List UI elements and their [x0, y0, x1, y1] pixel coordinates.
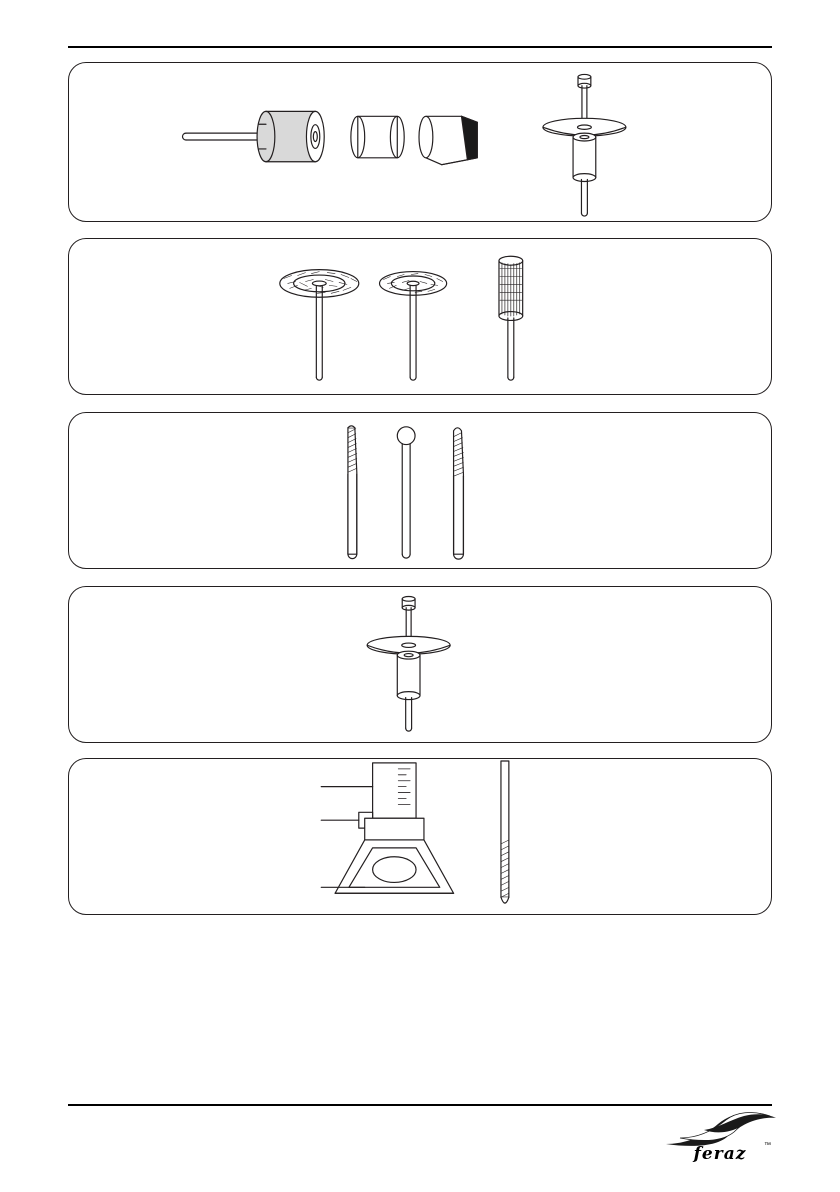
header-rule: [68, 46, 772, 48]
mandrel-with-sanding-drum: [183, 111, 325, 161]
sanding-band-open: [419, 116, 477, 164]
accessory-row-5: [68, 758, 772, 915]
accessory-row-4: [68, 586, 772, 743]
trademark-symbol: ™: [764, 1142, 771, 1149]
accessory-row-1: [68, 62, 772, 222]
ball-tip-bit: [397, 427, 415, 558]
sanding-band-cylinder: [351, 116, 404, 157]
panel-2-illustration: [69, 239, 771, 394]
panel-3-illustration: [69, 413, 771, 568]
abrasive-cutoff-wheel-large: [280, 270, 359, 381]
fecaz-logo: [660, 1108, 780, 1168]
logo-wordmark: feraz: [693, 1144, 747, 1164]
footer-rule: [68, 1104, 772, 1106]
long-burr-bit: [501, 761, 509, 903]
panel-5-illustration: [69, 759, 771, 914]
panel-1-illustration: [69, 63, 771, 221]
cylindrical-grinding-stone: [499, 256, 523, 380]
accessory-row-3: [68, 412, 772, 569]
screw-mandrel-with-disc: [543, 74, 626, 216]
panel-4-illustration: [69, 587, 771, 742]
screw-mandrel-with-disc: [367, 596, 450, 731]
flame-burr-bit: [454, 428, 464, 559]
adjustable-depth-stop-attachment: [321, 763, 453, 893]
tapered-burr-bit: [348, 426, 357, 559]
accessory-row-2: [68, 238, 772, 395]
abrasive-cutoff-wheel-small: [380, 272, 447, 381]
